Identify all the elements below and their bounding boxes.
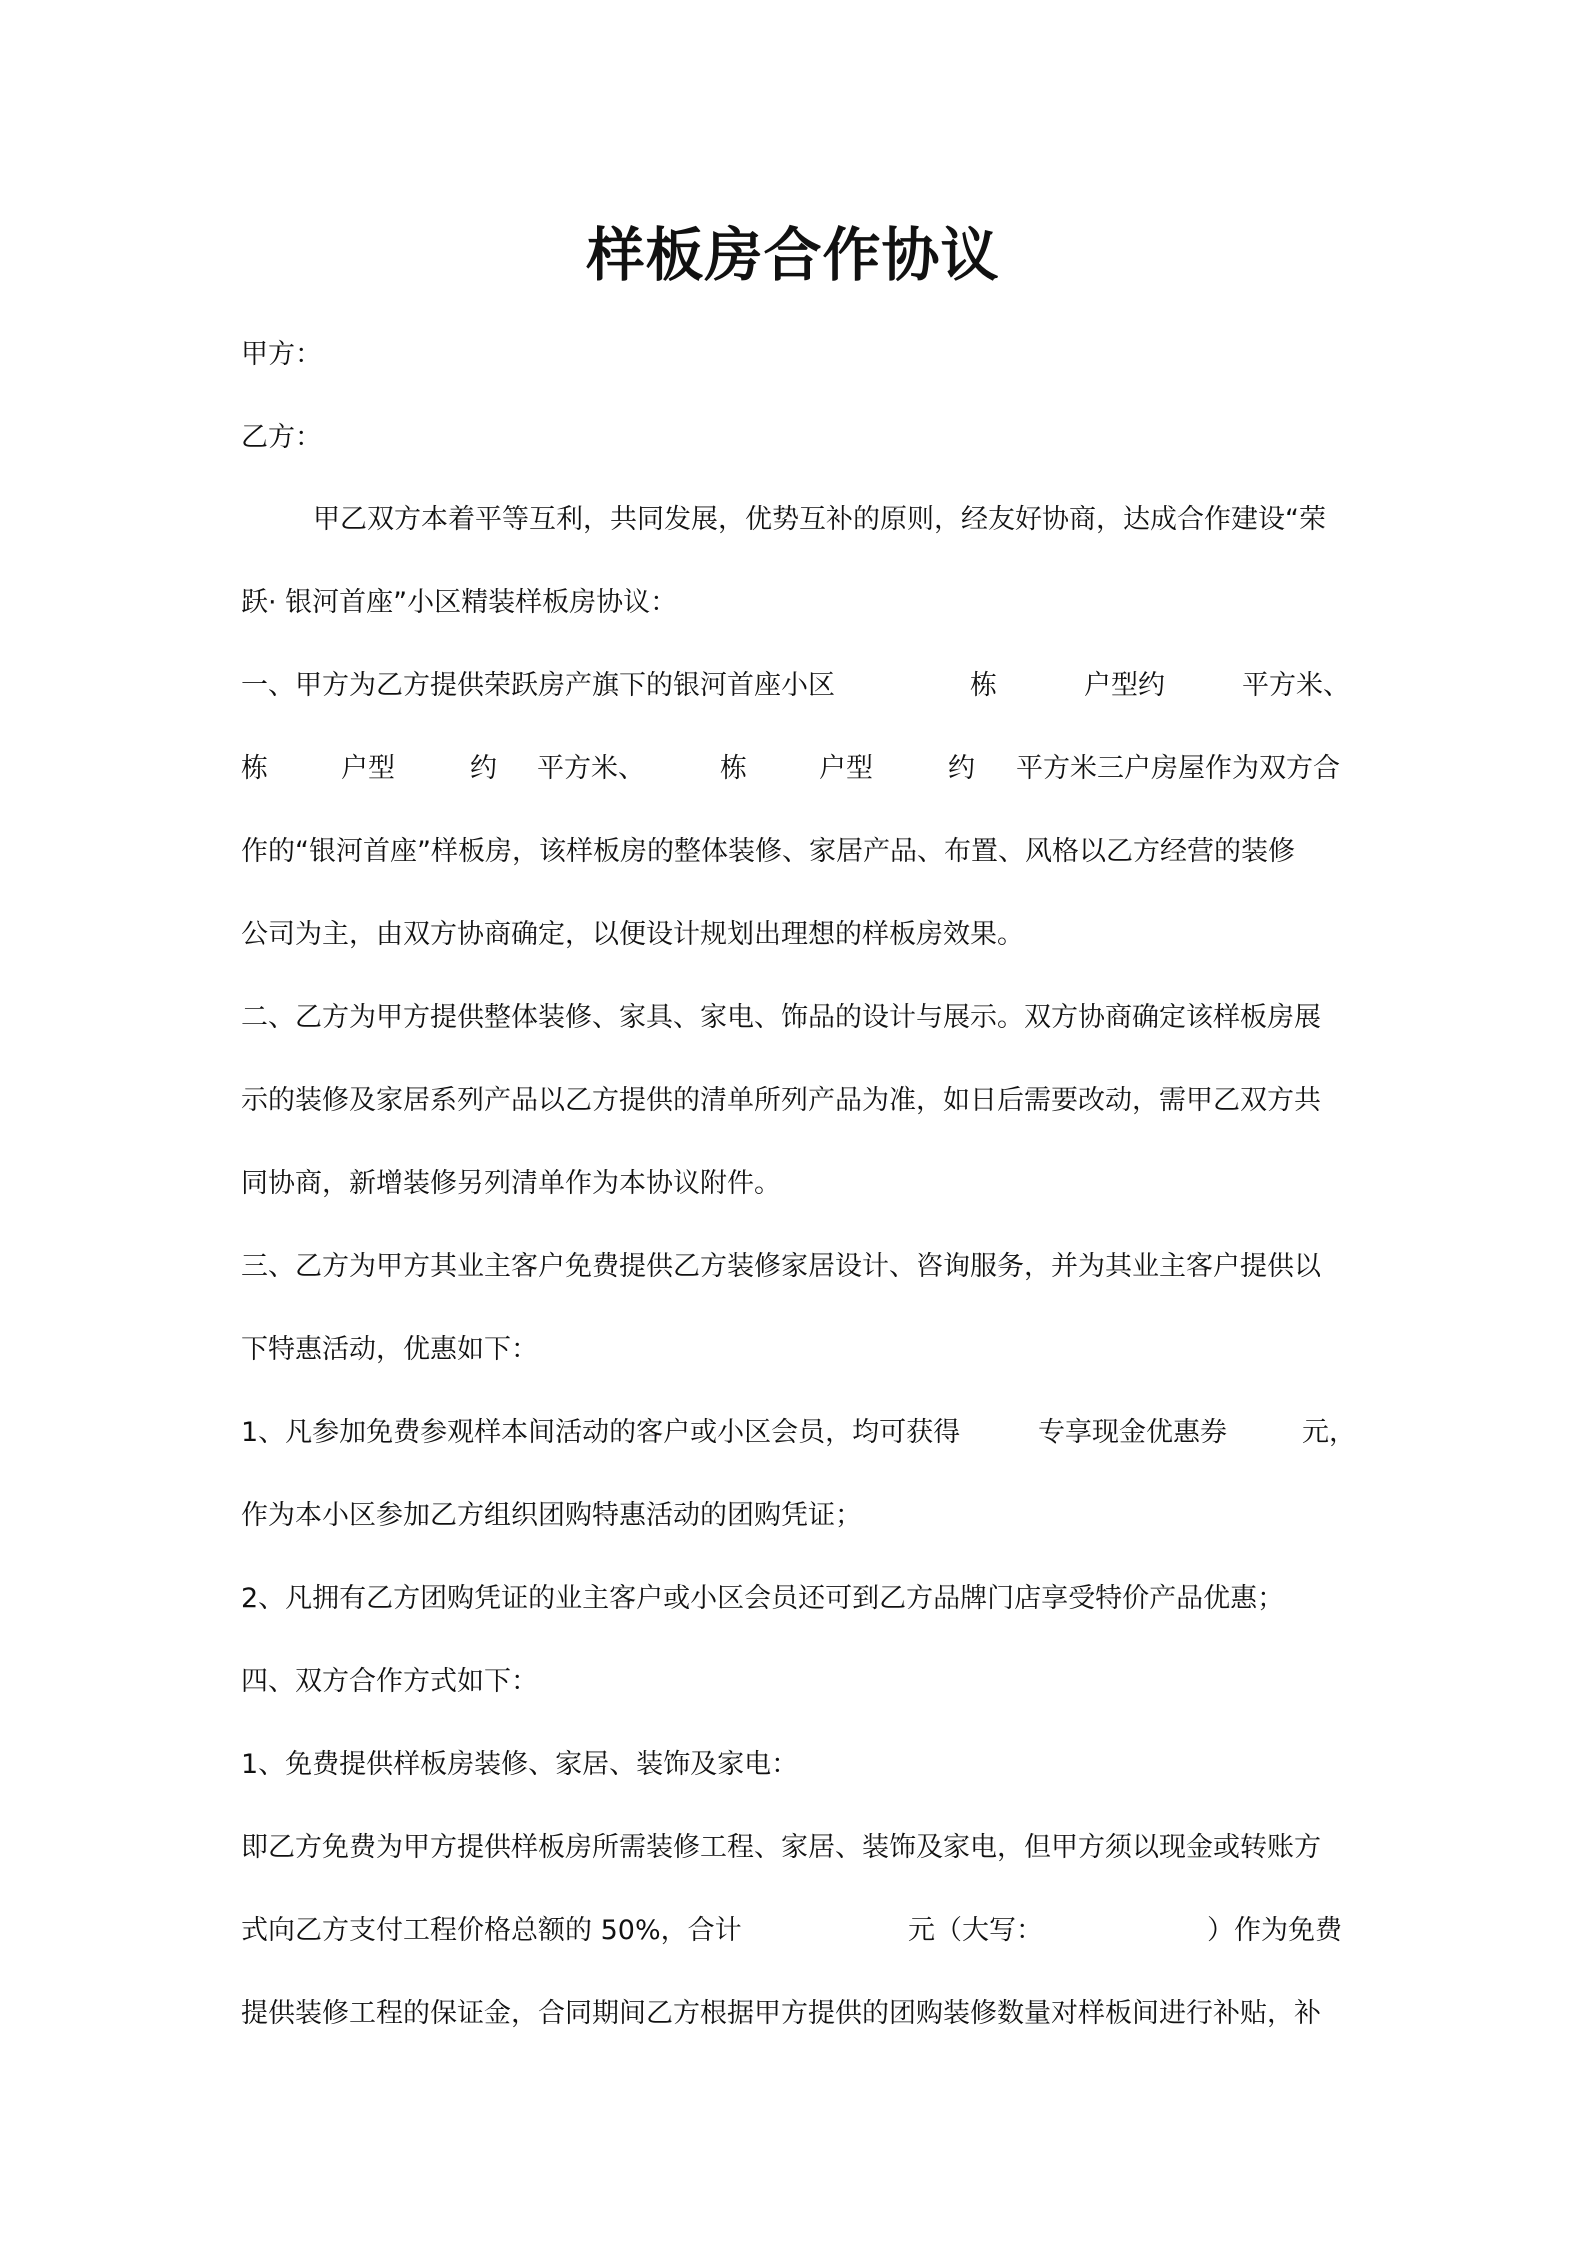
section-1-l2-f: 户型 bbox=[819, 753, 873, 784]
intro-line-1 bbox=[241, 500, 1356, 540]
section-1-l2-c: 约 bbox=[470, 753, 497, 784]
section-3-line-1 bbox=[241, 1247, 1356, 1287]
section-2-line-1 bbox=[241, 998, 1356, 1038]
section-2-text-2: 示的装修及家居系列产品以乙方提供的清单所列产品为准，如日后需要改动，需甲乙双方共 bbox=[241, 1085, 1321, 1116]
section-3-item-1-text-a: 1、凡参加免费参观样本间活动的客户或小区会员，均可获得 bbox=[241, 1417, 961, 1448]
section-3-line-2: 下特惠活动，优惠如下： bbox=[241, 1334, 538, 1365]
section-1-text-3: 作的“银河首座”样板房，该样板房的整体装修、家居产品、布置、风格以乙方经营的装修 bbox=[241, 836, 1295, 867]
section-3-item-1-text-b: 专享现金优惠券 bbox=[1038, 1417, 1227, 1448]
intro-line-2: 跃· 银河首座”小区精装样板房协议： bbox=[241, 587, 678, 618]
section-3-item-1-text-c: 元， bbox=[1302, 1417, 1356, 1448]
section-1-l2-e: 栋 bbox=[720, 753, 747, 784]
section-1-text-d: 平方米、 bbox=[1242, 670, 1350, 701]
party-a-label: 甲方： bbox=[241, 339, 322, 370]
section-3-item-1-line-2: 作为本小区参加乙方组织团购特惠活动的团购凭证； bbox=[241, 1500, 862, 1531]
section-4-para-text-2b: 元（大写： bbox=[908, 1915, 1043, 1946]
section-4-para-text-1: 即乙方免费为甲方提供样板房所需装修工程、家居、装饰及家电，但甲方须以现金或转账方 bbox=[241, 1832, 1321, 1863]
section-2-line-3: 同协商，新增装修另列清单作为本协议附件。 bbox=[241, 1168, 781, 1199]
section-1-l2-h: 平方米三户房屋作为双方合 bbox=[1016, 753, 1340, 784]
section-2-line-2 bbox=[241, 1081, 1356, 1121]
section-1-l2-a: 栋 bbox=[241, 753, 268, 784]
section-4-para-text-2a: 式向乙方支付工程价格总额的 50%，合计 bbox=[241, 1915, 742, 1946]
section-4-para-line-1 bbox=[241, 1828, 1356, 1868]
document-title: 样板房合作协议 bbox=[586, 221, 1000, 289]
section-1-l2-d: 平方米、 bbox=[537, 753, 645, 784]
section-1-l2-b: 户型 bbox=[341, 753, 395, 784]
section-4-para-line-3 bbox=[241, 1994, 1356, 2034]
section-1-l2-g: 约 bbox=[948, 753, 975, 784]
section-1-text-c: 户型约 bbox=[1084, 670, 1165, 701]
party-b-label: 乙方： bbox=[241, 422, 322, 453]
section-1-text-a: 一、甲方为乙方提供荣跃房产旗下的银河首座小区 bbox=[241, 670, 835, 701]
section-1-line-3 bbox=[241, 832, 1356, 872]
section-4-heading: 四、双方合作方式如下： bbox=[241, 1666, 538, 1697]
section-1-text-b: 栋 bbox=[970, 670, 997, 701]
section-4-item-1: 1、免费提供样板房装修、家居、装饰及家电： bbox=[241, 1749, 799, 1780]
intro-text-1: 甲乙双方本着平等互利，共同发展，优势互补的原则，经友好协商，达成合作建设“荣 bbox=[313, 504, 1326, 535]
section-4-para-text-2c: ）作为免费 bbox=[1207, 1915, 1342, 1946]
section-3-text-1: 三、乙方为甲方其业主客户免费提供乙方装修家居设计、咨询服务，并为其业主客户提供以 bbox=[241, 1251, 1321, 1282]
section-1-line-4: 公司为主，由双方协商确定，以便设计规划出理想的样板房效果。 bbox=[241, 919, 1024, 950]
section-2-text-1: 二、乙方为甲方提供整体装修、家具、家电、饰品的设计与展示。双方协商确定该样板房展 bbox=[241, 1002, 1321, 1033]
section-4-para-text-3: 提供装修工程的保证金，合同期间乙方根据甲方提供的团购装修数量对样板间进行补贴，补 bbox=[241, 1998, 1321, 2029]
section-3-item-2: 2、凡拥有乙方团购凭证的业主客户或小区会员还可到乙方品牌门店享受特价产品优惠； bbox=[241, 1583, 1285, 1614]
